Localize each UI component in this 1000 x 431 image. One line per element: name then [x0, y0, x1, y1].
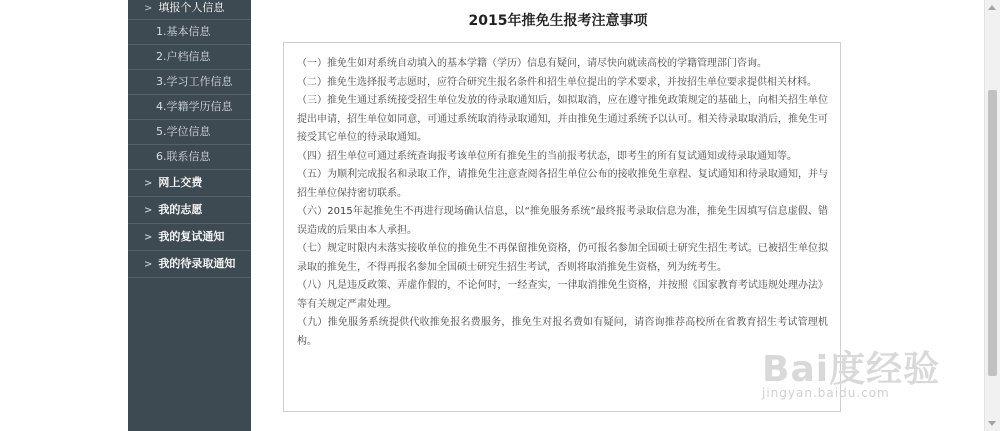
sidebar-item-label: 我的复试通知: [158, 230, 225, 243]
sidebar-item-label: 网上交费: [158, 176, 203, 189]
sidebar-item-education-info[interactable]: [128, 95, 251, 120]
sidebar-item-degree-info[interactable]: [128, 120, 251, 145]
scroll-down-icon[interactable]: [988, 421, 996, 426]
chevron-right-icon: >: [144, 3, 153, 14]
sidebar-item-online-payment[interactable]: [128, 170, 251, 197]
chevron-right-icon: >: [144, 232, 153, 243]
sidebar-item-label: 4.学籍学历信息: [156, 100, 233, 113]
sidebar-section-label: 填报个人信息: [158, 1, 225, 14]
notice-paragraph-2: （二）推免生选择报考志愿时，应符合研究生报名条件和招生单位提出的学术要求，并按招生单位要求提供相关材料。: [297, 76, 817, 88]
sidebar-item-study-work-info[interactable]: [128, 70, 251, 95]
sidebar-item-label: 2.户档信息: [156, 50, 211, 63]
vertical-scrollbar[interactable]: [984, 0, 1000, 431]
chevron-right-icon: >: [144, 205, 153, 216]
sidebar-item-contact-info[interactable]: [128, 145, 251, 170]
scrollbar-thumb[interactable]: [988, 90, 997, 376]
sidebar-item-label: 6.联系信息: [156, 150, 211, 163]
sidebar: [128, 0, 251, 431]
sidebar-item-basic-info[interactable]: [128, 20, 251, 45]
sidebar-item-label: 我的志愿: [158, 203, 203, 216]
notice-paragraph-8: （八）凡是违反政策、弄虚作假的，不论何时，一经查实，一律取消推免生资格，并按照《国家教育考试违规处理办法》等有关规定严肃处理。: [297, 280, 828, 310]
sidebar-item-label: 1.基本信息: [156, 25, 211, 38]
page-title: 2015年推免生报考注意事项: [468, 13, 648, 29]
notice-paragraph-3: （三）推免生通过系统接受招生单位发放的待录取通知后，如拟取消，应在遵守推免政策规定的基础上，向相关招生单位提出申请，招生单位如同意，可通过系统取消待录取通知，并由推免生通过系统予以认可。相关待录取取消后，推免生可接受其它单位的待录取通知。: [297, 95, 828, 143]
sidebar-item-label: 我的待录取通知: [158, 257, 236, 270]
sidebar-item-label: 3.学习工作信息: [156, 75, 233, 88]
sidebar-item-admission-notices[interactable]: [128, 251, 251, 278]
sidebar-section-personal-info[interactable]: [128, 0, 251, 20]
watermark-url: jingyan.baidu.com: [762, 386, 890, 400]
sidebar-item-interview-notices[interactable]: [128, 224, 251, 251]
baidu-jingyan-watermark: [762, 341, 992, 411]
chevron-right-icon: >: [144, 259, 153, 270]
watermark-logo: Bai度经验: [762, 349, 941, 390]
sidebar-item-household-info[interactable]: [128, 45, 251, 70]
notice-paragraph-7: （七）规定时限内未落实接收单位的推免生不再保留推免资格，仍可报名参加全国硕士研究生招生考试。已被招生单位拟录取的推免生，不得再报名参加全国硕士研究生招生考试，否则将取消推免生资格，列为统考生。: [297, 243, 828, 273]
scroll-up-icon[interactable]: [988, 5, 996, 10]
notice-paragraph-1: （一）推免生如对系统自动填入的基本学籍（学历）信息有疑问，请尽快向就读高校的学籍管理部门咨询。: [297, 58, 767, 69]
notice-paragraph-6: （六）2015年起推免生不再进行现场确认信息，以“推免服务系统”最终报考录取信息为准，推免生因填写信息虚假、错误造成的后果由本人承担。: [297, 206, 828, 236]
sidebar-item-my-applications[interactable]: [128, 197, 251, 224]
notice-paragraph-5: （五）为顺利完成报名和录取工作，请推免生注意查阅各招生单位公布的接收推免生章程、复试通知和待录取通知，并与招生单位保持密切联系。: [297, 169, 828, 199]
notice-content: [283, 42, 841, 412]
sidebar-item-label: 5.学位信息: [156, 125, 211, 138]
notice-paragraph-9: （九）推免服务系统提供代收推免报名费服务，推免生对报名费如有疑问，请咨询推荐高校所在省教育招生考试管理机构。: [297, 317, 828, 347]
notice-paragraph-4: （四）招生单位可通过系统查询报考该单位所有推免生的当前报考状态，即考生的所有复试通知或待录取通知等。: [297, 150, 797, 162]
chevron-right-icon: >: [144, 178, 153, 189]
